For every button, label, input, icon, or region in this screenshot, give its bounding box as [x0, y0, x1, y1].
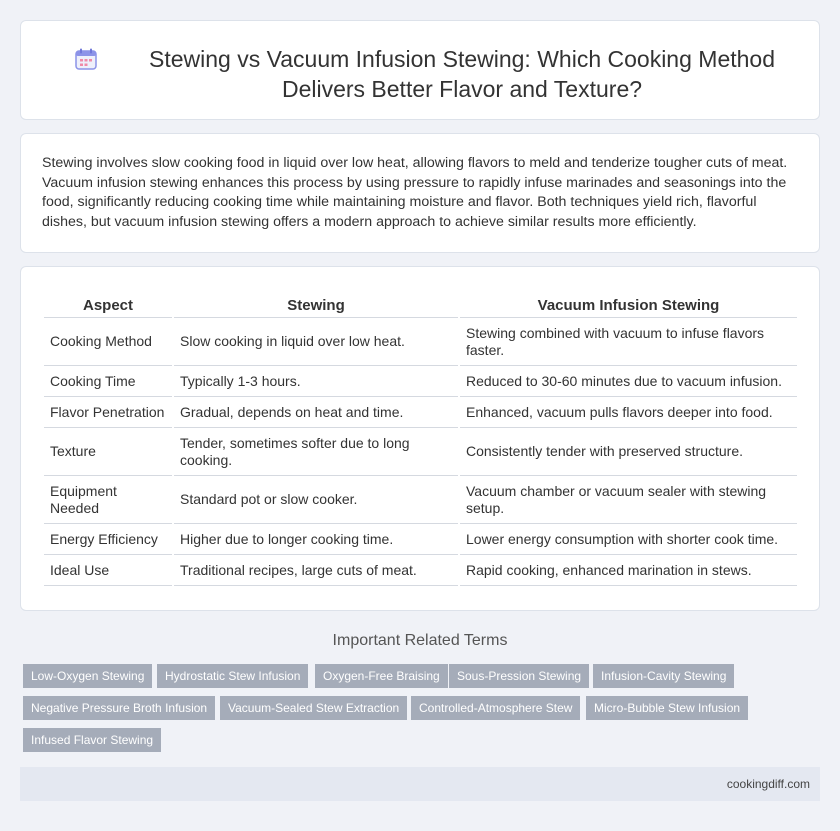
related-term-tag[interactable]: Sous-Pression Stewing — [449, 664, 589, 688]
table-cell-stewing: Slow cooking in liquid over low heat. — [174, 318, 458, 366]
table-cell-vacuum: Lower energy consumption with shorter cook time. — [460, 524, 797, 555]
table-row — [44, 366, 797, 397]
table-cell-aspect: Flavor Penetration — [44, 397, 172, 428]
table-cell-stewing: Standard pot or slow cooker. — [174, 476, 458, 524]
header-card — [20, 20, 820, 120]
table-cell-aspect: Texture — [44, 428, 172, 476]
table-cell-vacuum: Stewing combined with vacuum to infuse flavors faster. — [460, 318, 797, 366]
related-terms-title: Important Related Terms — [332, 632, 508, 649]
page-title-line-1: Stewing vs Vacuum Infusion Stewing: Which Cooking Method — [149, 46, 775, 72]
table-cell-stewing: Traditional recipes, large cuts of meat. — [174, 555, 458, 586]
table-cell-aspect: Equipment Needed — [44, 476, 172, 524]
intro-paragraph: Stewing involves slow cooking food in liquid over low heat, allowing flavors to meld and tenderize tougher cuts of meat. Vacuum infusion stewing enhances this process by using pressure to rapidly infuse marinades and seasonings into the food, significantly reducing cooking time while maintaining moisture and flavor. Both techniques yield rich, flavorful dishes, but vacuum infusion stewing offers a modern approach to achieve similar results more efficiently. — [42, 155, 788, 230]
table-cell-stewing: Gradual, depends on heat and time. — [174, 397, 458, 428]
related-term-tag[interactable]: Oxygen-Free Braising — [315, 664, 448, 688]
table-cell-stewing: Tender, sometimes softer due to long cooking. — [174, 428, 458, 476]
page-title-line-2: Delivers Better Flavor and Texture? — [281, 76, 643, 102]
comparison-table — [42, 292, 799, 586]
table-cell-vacuum: Rapid cooking, enhanced marination in stews. — [460, 555, 797, 586]
table-cell-vacuum: Enhanced, vacuum pulls flavors deeper into food. — [460, 397, 797, 428]
comparison-card — [20, 266, 820, 611]
related-term-tag[interactable]: Controlled-Atmosphere Stew — [411, 696, 580, 720]
related-term-tag[interactable]: Low-Oxygen Stewing — [23, 664, 152, 688]
table-cell-stewing: Higher due to longer cooking time. — [174, 524, 458, 555]
table-cell-aspect: Energy Efficiency — [44, 524, 172, 555]
related-term-tag[interactable]: Infused Flavor Stewing — [23, 728, 161, 752]
table-cell-vacuum: Vacuum chamber or vacuum sealer with stewing setup. — [460, 476, 797, 524]
table-row — [44, 428, 797, 476]
table-row — [44, 476, 797, 524]
calendar-icon — [75, 48, 97, 70]
page-title — [117, 44, 807, 104]
footer — [20, 767, 820, 801]
table-cell-stewing: Typically 1-3 hours. — [174, 366, 458, 397]
table-row — [44, 397, 797, 428]
column-header-aspect: Aspect — [44, 292, 172, 318]
table-header-row — [44, 292, 797, 318]
table-row — [44, 318, 797, 366]
table-row — [44, 524, 797, 555]
table-cell-aspect: Cooking Method — [44, 318, 172, 366]
column-header-stewing: Stewing — [174, 292, 458, 318]
table-cell-vacuum: Reduced to 30-60 minutes due to vacuum infusion. — [460, 366, 797, 397]
related-term-tag[interactable]: Micro-Bubble Stew Infusion — [586, 696, 748, 720]
table-cell-aspect: Ideal Use — [44, 555, 172, 586]
related-term-tag[interactable]: Vacuum-Sealed Stew Extraction — [220, 696, 407, 720]
table-cell-aspect: Cooking Time — [44, 366, 172, 397]
related-term-tag[interactable]: Infusion-Cavity Stewing — [593, 664, 734, 688]
table-cell-vacuum: Consistently tender with preserved structure. — [460, 428, 797, 476]
table-row — [44, 555, 797, 586]
intro-card — [20, 133, 820, 253]
related-term-tag[interactable]: Hydrostatic Stew Infusion — [157, 664, 308, 688]
related-term-tag[interactable]: Negative Pressure Broth Infusion — [23, 696, 215, 720]
column-header-vacuum-infusion: Vacuum Infusion Stewing — [460, 292, 797, 318]
footer-site-link[interactable]: cookingdiff.com — [726, 777, 810, 791]
